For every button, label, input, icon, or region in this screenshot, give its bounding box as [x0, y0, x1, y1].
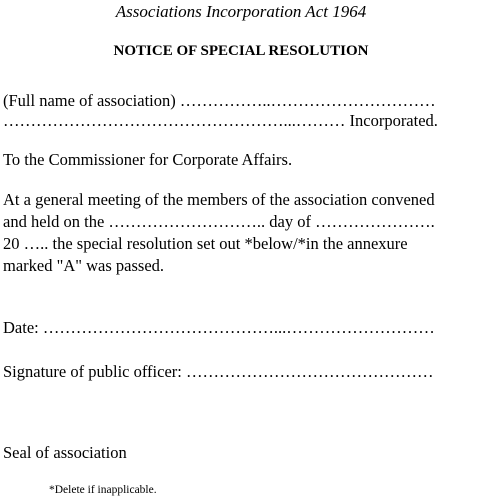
meeting-line: marked "A" was passed. [3, 256, 165, 275]
date-line: Date: ……………………………………...……………………… [3, 318, 435, 337]
incorporated-line: ……………………………………………...……… Incorporated. [3, 111, 438, 130]
footnote: *Delete if inapplicable. [49, 484, 157, 496]
meeting-line: At a general meeting of the members of the association convened [3, 190, 435, 209]
act-title: Associations Incorporation Act 1964 [115, 2, 367, 21]
signature-line: Signature of public officer: ……………………………………… [3, 362, 434, 381]
meeting-line: and held on the ……………………….. day of …………………. [3, 212, 435, 231]
association-name-line: (Full name of association) ……………..………………………… [3, 91, 436, 110]
seal-label: Seal of association [3, 443, 127, 462]
meeting-line: 20 ….. the special resolution set out *below/*in the annexure [3, 234, 408, 253]
notice-title: NOTICE OF SPECIAL RESOLUTION [113, 43, 369, 59]
addressee-line: To the Commissioner for Corporate Affairs. [3, 150, 293, 169]
